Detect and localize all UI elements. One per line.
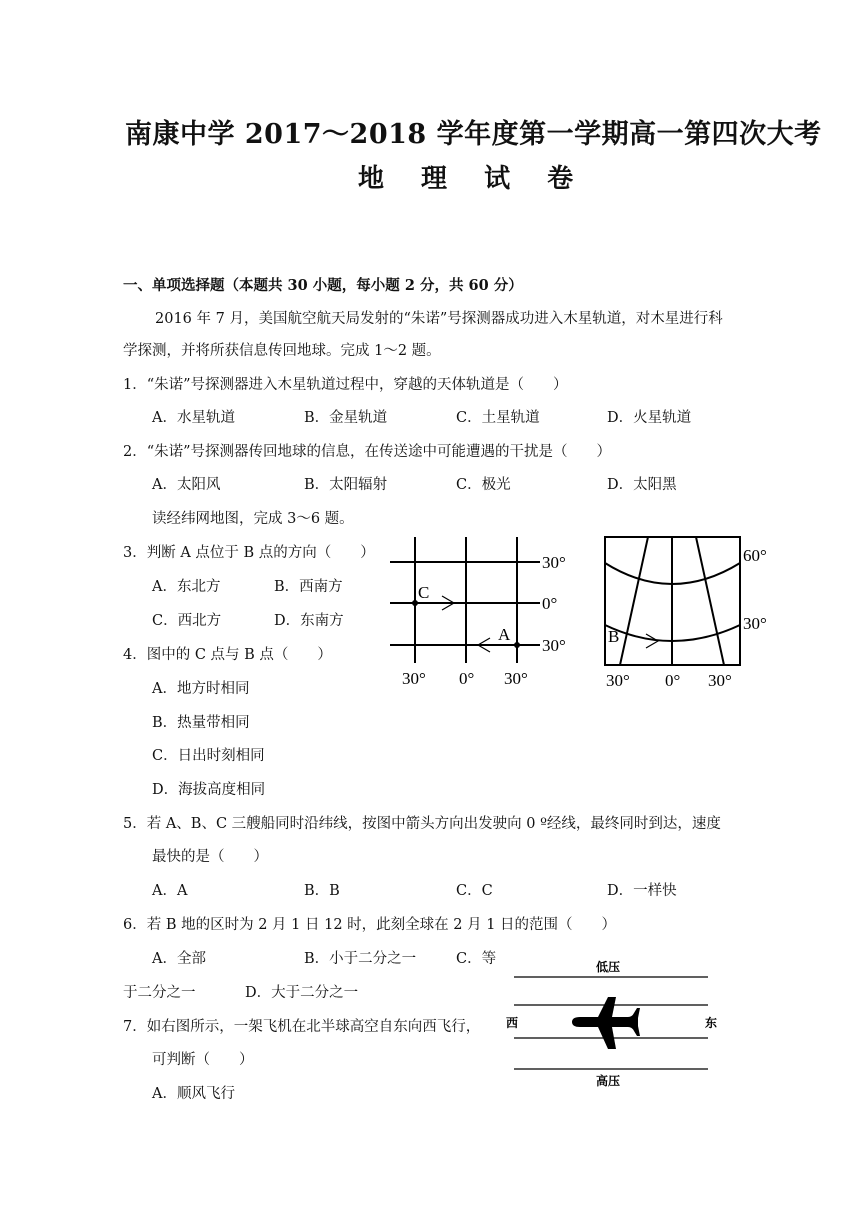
lon-label: 30°	[708, 671, 732, 690]
option: D．火星轨道	[607, 410, 692, 426]
high-pressure-label: 高压	[596, 1074, 621, 1088]
section-heading: 一、单项选择题（本题共 30 小题，每小题 2 分，共 60 分）	[123, 277, 523, 294]
option: B．热量带相同	[152, 715, 250, 731]
option: A．顺风飞行	[152, 1086, 235, 1102]
lon-label: 30°	[402, 669, 426, 688]
lon-label: 0°	[459, 669, 475, 688]
option: D．一样快	[607, 883, 677, 899]
page-title: 南康中学 2017～2018 学年度第一学期高一第四次大考	[125, 119, 822, 150]
intro-line: 2016 年 7 月，美国航空航天局发射的“朱诺”号探测器成功进入木星轨道，对木星进行科	[155, 311, 723, 327]
question-stem-cont: 可判断（ ）	[152, 1052, 254, 1068]
point-a-dot	[514, 642, 520, 648]
option: C．土星轨道	[456, 410, 540, 426]
question-stem-cont: 最快的是（ ）	[152, 849, 268, 865]
low-pressure-label: 低压	[596, 960, 621, 974]
option: C．极光	[456, 477, 511, 493]
option: B．B	[304, 883, 340, 899]
lat-label: 0°	[542, 594, 558, 613]
east-label: 东	[705, 1016, 718, 1030]
option: D．大于二分之一	[245, 985, 359, 1001]
meridian-line	[696, 537, 724, 665]
page-subtitle: 地 理 试 卷	[358, 164, 588, 194]
option: C．西北方	[152, 613, 222, 629]
question-stem: 1．“朱诺”号探测器进入木星轨道过程中，穿越的天体轨道是（ ）	[123, 377, 568, 393]
question-stem: 4．图中的 C 点与 B 点（ ）	[123, 647, 332, 663]
point-c-label: C	[418, 583, 430, 602]
option: B．小于二分之一	[304, 951, 417, 967]
option: A．地方时相同	[152, 681, 250, 697]
option: A．太阳风	[152, 477, 221, 493]
question-stem: 5．若 A、B、C 三艘船同时沿纬线，按图中箭头方向出发驶向 0 º经线，最终同时到达，速度	[123, 816, 721, 832]
lon-label: 0°	[665, 671, 681, 690]
option: A．A	[152, 883, 188, 899]
lat-label: 30°	[542, 636, 566, 655]
point-a-label: A	[498, 625, 511, 644]
point-b-label: B	[608, 627, 620, 646]
meridian-line	[620, 537, 648, 665]
west-label: 西	[506, 1016, 519, 1030]
map-intro: 读经纬网地图，完成 3～6 题。	[152, 511, 354, 527]
option: D．东南方	[274, 613, 344, 629]
option: C．等	[456, 951, 497, 967]
option: D．太阳黑	[607, 477, 677, 493]
option: A．全部	[152, 951, 206, 967]
question-stem: 3．判断 A 点位于 B 点的方向（ ）	[123, 545, 375, 561]
option: B．太阳辐射	[304, 477, 388, 493]
option: B．金星轨道	[304, 410, 388, 426]
lon-label: 30°	[606, 671, 630, 690]
intro-line: 学探测，并将所获信息传回地球。完成 1～2 题。	[123, 343, 441, 359]
lat-label: 30°	[743, 614, 767, 633]
question-stem: 6．若 B 地的区时为 2 月 1 日 12 时，此刻全球在 2 月 1 日的范围（ ）	[123, 917, 617, 933]
question-stem: 7．如右图所示，一架飞机在北半球高空自东向西飞行，	[123, 1019, 481, 1035]
airplane-pressure-figure	[500, 955, 730, 1090]
option: A．东北方	[152, 579, 221, 595]
question-stem: 2．“朱诺”号探测器传回地球的信息，在传送途中可能遭遇的干扰是（ ）	[123, 444, 612, 460]
option: A．水星轨道	[152, 410, 235, 426]
option: C．日出时刻相同	[152, 748, 265, 764]
option: C．C	[456, 883, 493, 899]
graticule-map-conic	[598, 530, 788, 695]
option: B．西南方	[274, 579, 343, 595]
lon-label: 30°	[504, 669, 528, 688]
option: D．海拔高度相同	[152, 782, 266, 798]
option-cont: 于二分之一	[123, 985, 196, 1001]
lat-label: 60°	[743, 546, 767, 565]
graticule-map-rect	[380, 530, 590, 695]
lat-label: 30°	[542, 553, 566, 572]
